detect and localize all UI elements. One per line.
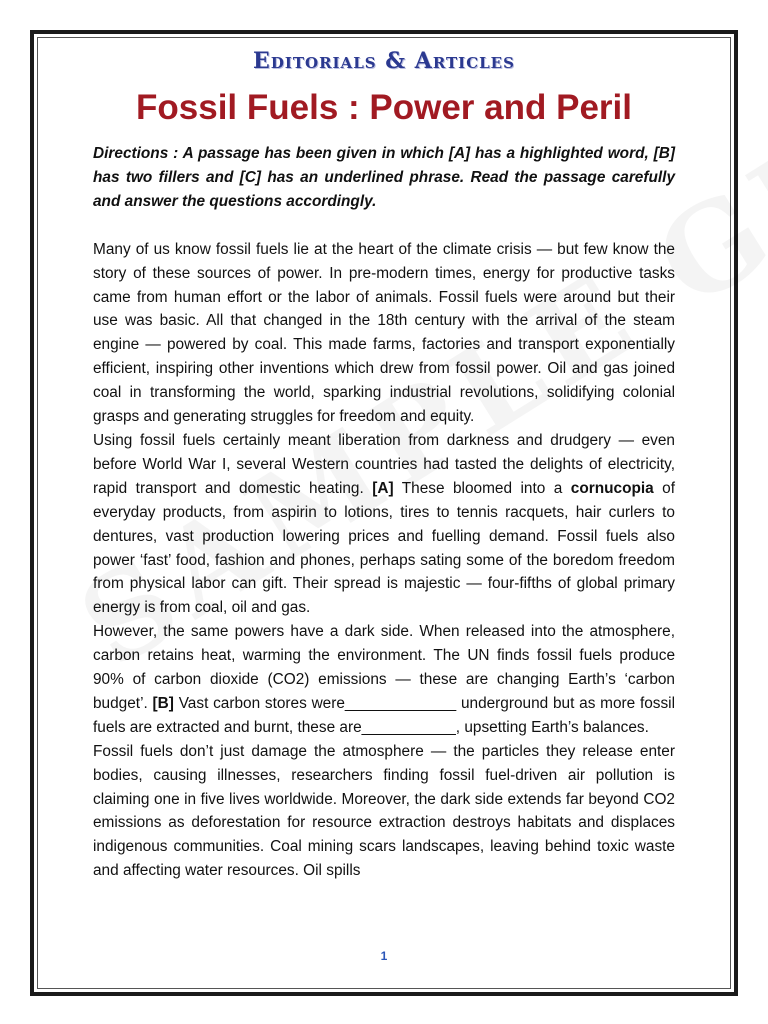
- paragraph-3: [93, 620, 675, 740]
- page-number: 1: [380, 949, 388, 963]
- p2-after: of everyday products, from aspirin to lotions, tires to tennis racquets, hair curlers to dentures, vast production lowering prices and fuelling demand. Fossil fuels also power ‘fast’ food, fashion and phones, perhaps sating some of the boredom freedom from physical labor can gift. Their spread is majestic — four-fifths of global primary energy is from coal, oil and gas.: [93, 479, 676, 617]
- p3-after: Vast carbon stores were_____________ underground but as more fossil fuels are extracted and burnt, these are___________, upsetting Earth’s balances.: [93, 694, 676, 736]
- p2-before: Using fossil fuels certainly meant liberation from darkness and drudgery — even before World War I, several Western countries had tasted the delights of electricity, rapid transport and domestic heating.: [93, 431, 675, 497]
- paragraph-1: Many of us know fossil fuels lie at the heart of the climate crisis — but few know the story of these sources of power. In pre-modern times, energy for productive tasks came from human effort or the labor of animals. Fossil fuels were around but their use was basic. All that changed in the 18th century with the arrival of the steam engine — powered by coal. This made farms, factories and transport exponentially efficient, inspiring other inventions which drew from fossil power. Oil and gas joined coal in transforming the world, sparking industrial revolutions, solidifying colonial grasps and generating struggles for freedom and equity.: [93, 240, 675, 426]
- paragraph-4: Fossil fuels don’t just damage the atmosphere — the particles they release enter bodies, causing illnesses, researchers finding fossil fuel-driven air pollution is claiming one in five lives worldwide. Moreover, the dark side extends far beyond CO2 emissions as deforestation for resource extraction destroys habitats and displaces indigenous communities. Coal mining scars landscapes, leaving behind toxic waste and affecting water resources. Oil spills: [93, 742, 675, 880]
- article-body: [93, 142, 675, 883]
- p3-before: However, the same powers have a dark side. When released into the atmosphere, carbon retains heat, warming the environment. The UN finds fossil fuels produce 90% of carbon dioxide (CO2) emissions — these are changing Earth’s ‘carbon budget’.: [93, 623, 675, 712]
- directions: Directions : A passage has been given in which [A] has a highlighted word, [B] has two fillers and [C] has an underlined phrase. Read the passage carefully and answer the questions accordingly.: [93, 145, 675, 210]
- header-label: Editorials & Articles: [253, 48, 515, 74]
- marker-a: [A]: [372, 479, 394, 497]
- marker-b: [B]: [152, 694, 174, 712]
- p2-mid: These bloomed into a: [401, 479, 563, 497]
- paragraph-2: [93, 429, 675, 620]
- highlighted-word: cornucopia: [570, 479, 654, 497]
- article-title: Fossil Fuels : Power and Peril: [136, 88, 632, 127]
